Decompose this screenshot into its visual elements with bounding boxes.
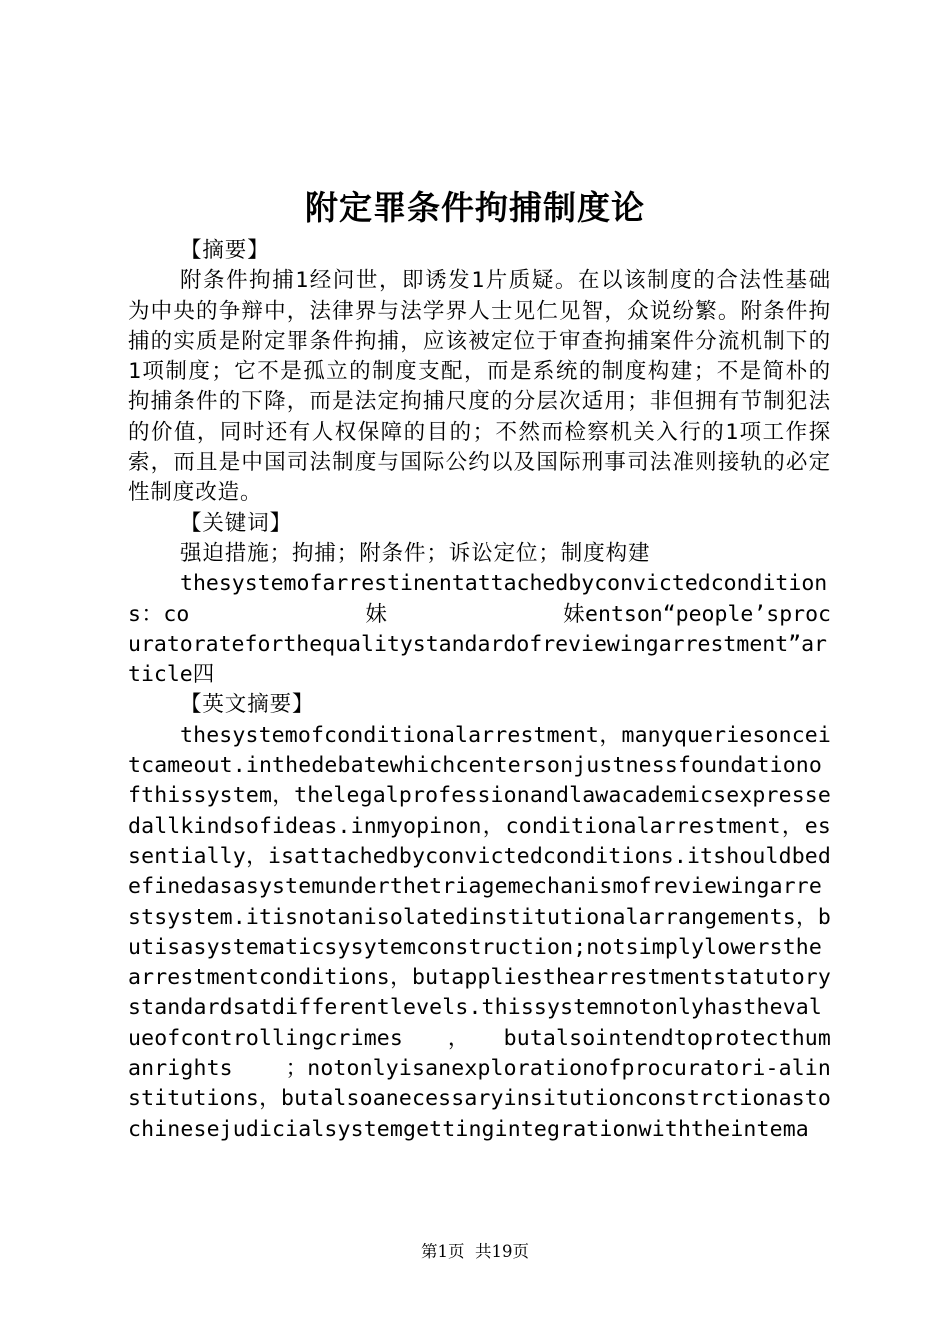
page-number: 第1页 (421, 1242, 465, 1261)
page-total: 共19页 (475, 1242, 529, 1261)
document-title: 附定罪条件拘捕制度论 (305, 188, 645, 227)
english-abstract-paragraph: thesystemofconditionalarrestment，manyqueriesonceitcameout.inthedebatewhichcentersonjustnessfoundationofthissystem，thelegalprofessionandlawacademicsexpressedallkindsofideas.inmyopinon，conditionalarrestment，essentially，isattachedbyconvictedconditions.itshouldbedefinedasasystemunderthetriagemechanismofreviewingarrestsystem.itisnotanisolatedinstitutionalarrangements，butisasystematicsysytemconstruction;notsimplylowersthearrestmentconditions，butappliesthearrestmentstatutorystandardsatdifferentlevels.thissystemnotonlyhasthevalueofcontrollingcrimes ， butalsointendtoprotecthumanrights ；notonlyisanexplorationofprocuratori-alinstitutions，butalsoanecessaryinsitutionconstrctionastochinesejudicialsystemgettingintegrationwiththeintema (128, 722, 831, 1142)
abstract-heading: 【摘要】 (180, 238, 270, 263)
page-footer (0, 1241, 950, 1263)
document-body (128, 236, 831, 1145)
english-title-paragraph: thesystemofarrestinentattachedbyconvictedconditions：co 妹 妹entson“people’sprocuratorateforthequalitystandardofreviewingarrestment”article四 (128, 571, 831, 688)
abstract-paragraph: 附条件拘捕1经问世，即诱发1片质疑。在以该制度的合法性基础为中央的争辩中，法律界与法学界人士见仁见智，众说纷繁。附条件拘捕的实质是附定罪条件拘捕，应该被定位于审查拘捕案件分流机制下的1项制度；它不是孤立的制度支配，而是系统的制度构建；不是简朴的拘捕条件的下降，而是法定拘捕尺度的分层次适用；非但拥有节制犯法的价值，同时还有人权保障的目的；不然而检察机关入行的1项工作探索，而且是中国司法制度与国际公约以及国际刑事司法准则接轨的必定性制度改造。 (128, 268, 831, 506)
keywords-heading: 【关键词】 (180, 510, 293, 536)
keywords-paragraph: 强迫措施；拘捕；附条件；诉讼定位；制度构建 (180, 540, 651, 566)
english-abstract-heading: 【英文摘要】 (180, 692, 315, 718)
